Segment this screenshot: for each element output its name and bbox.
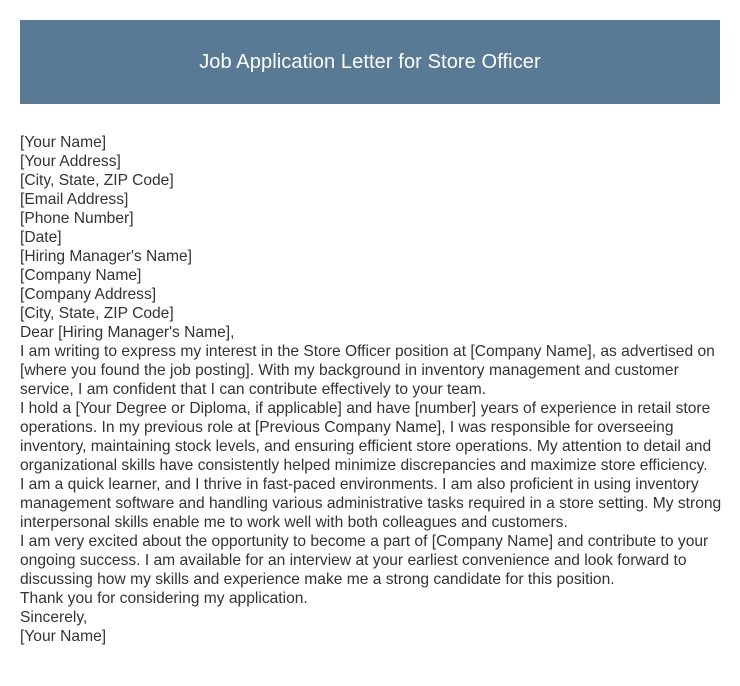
letter-body — [20, 133, 724, 646]
letter-date: [Date] — [20, 229, 62, 246]
salutation: Dear [Hiring Manager's Name], — [20, 324, 235, 341]
paragraph-skills: I am a quick learner, and I thrive in fast-paced environments. I am also proficient in using inventory management software and handling various administrative tasks required in a store setting. My strong interpersonal skills enable me to work well with both colleagues and customers. — [20, 476, 722, 531]
sender-name: [Your Name] — [20, 134, 107, 151]
closing: Sincerely, — [20, 609, 88, 626]
paragraph-thanks: Thank you for considering my application. — [20, 590, 308, 607]
paragraph-intro: I am writing to express my interest in the Store Officer position at [Company Name], as advertised on [where you found the job posting]. With my background in inventory management and customer service, I am confident that I can contribute effectively to your team. — [20, 343, 715, 398]
company-name: [Company Name] — [20, 267, 142, 284]
hiring-manager: [Hiring Manager's Name] — [20, 248, 192, 265]
signature: [Your Name] — [20, 628, 107, 645]
sender-phone: [Phone Number] — [20, 210, 134, 227]
sender-city: [City, State, ZIP Code] — [20, 172, 174, 189]
page-title: Job Application Letter for Store Officer — [199, 50, 541, 73]
company-city: [City, State, ZIP Code] — [20, 305, 174, 322]
company-address: [Company Address] — [20, 286, 157, 303]
letter-header — [20, 20, 720, 104]
sender-address: [Your Address] — [20, 153, 121, 170]
paragraph-closing: I am very excited about the opportunity to become a part of [Company Name] and contribute to your ongoing success. I am available for an interview at your earliest convenience and look forward to discussing how my skills and experience make me a strong candidate for this position. — [20, 533, 709, 588]
paragraph-experience: I hold a [Your Degree or Diploma, if applicable] and have [number] years of experience in retail store operations. In my previous role at [Previous Company Name], I was responsible for overseeing inventory, maintaining stock levels, and ensuring efficient store operations. My attention to detail and organizational skills have consistently helped minimize discrepancies and maximize store efficiency. — [20, 400, 712, 474]
sender-email: [Email Address] — [20, 191, 129, 208]
